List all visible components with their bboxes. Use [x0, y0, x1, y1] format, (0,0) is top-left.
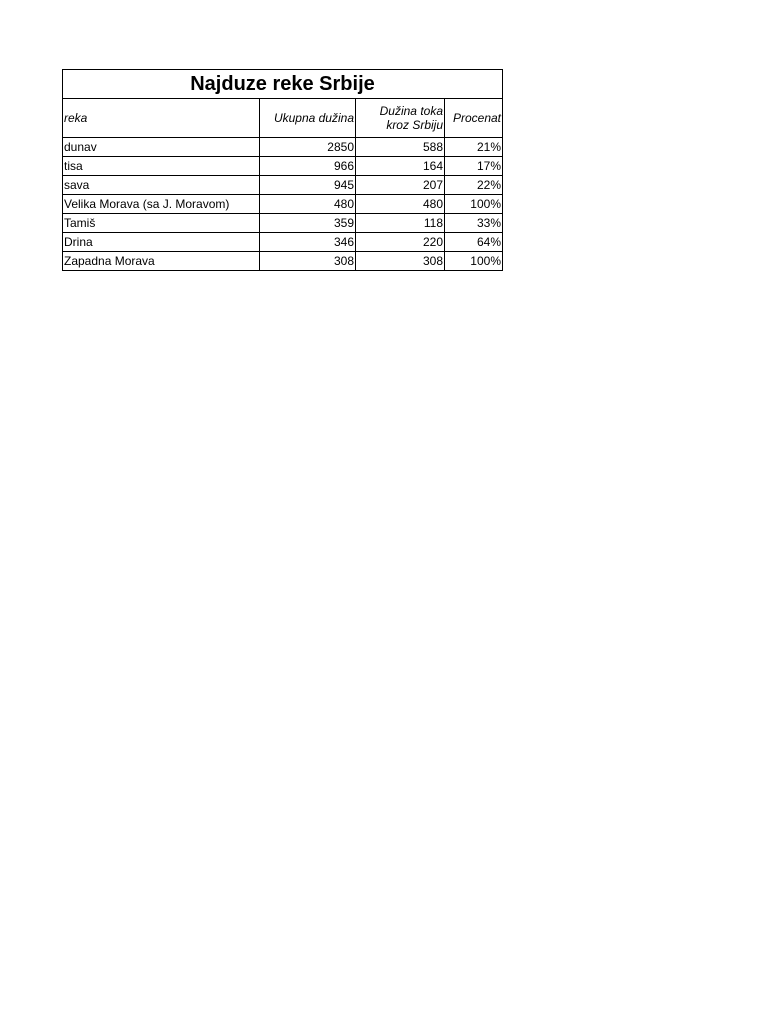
- cell-percent[interactable]: 100%: [445, 195, 503, 214]
- table-title[interactable]: Najduze reke Srbije: [63, 70, 503, 99]
- cell-serbia-length[interactable]: 480: [356, 195, 445, 214]
- cell-serbia-length[interactable]: 220: [356, 233, 445, 252]
- cell-total-length[interactable]: 2850: [260, 138, 356, 157]
- cell-serbia-length[interactable]: 308: [356, 252, 445, 271]
- table-row: [63, 214, 503, 233]
- cell-river[interactable]: tisa: [63, 157, 260, 176]
- cell-river[interactable]: Zapadna Morava: [63, 252, 260, 271]
- cell-total-length[interactable]: 308: [260, 252, 356, 271]
- cell-percent[interactable]: 33%: [445, 214, 503, 233]
- header-row: [63, 99, 503, 138]
- header-percent[interactable]: Procenat: [445, 99, 503, 138]
- cell-river[interactable]: dunav: [63, 138, 260, 157]
- cell-percent[interactable]: 22%: [445, 176, 503, 195]
- cell-river[interactable]: Drina: [63, 233, 260, 252]
- cell-total-length[interactable]: 945: [260, 176, 356, 195]
- header-total-length[interactable]: Ukupna dužina: [260, 99, 356, 138]
- table-row: [63, 195, 503, 214]
- cell-total-length[interactable]: 346: [260, 233, 356, 252]
- cell-percent[interactable]: 100%: [445, 252, 503, 271]
- cell-serbia-length[interactable]: 207: [356, 176, 445, 195]
- cell-percent[interactable]: 21%: [445, 138, 503, 157]
- cell-serbia-length[interactable]: 588: [356, 138, 445, 157]
- cell-percent[interactable]: 17%: [445, 157, 503, 176]
- cell-river[interactable]: sava: [63, 176, 260, 195]
- header-river[interactable]: reka: [63, 99, 260, 138]
- cell-total-length[interactable]: 480: [260, 195, 356, 214]
- table-row: [63, 176, 503, 195]
- cell-percent[interactable]: 64%: [445, 233, 503, 252]
- table-row: [63, 252, 503, 271]
- cell-total-length[interactable]: 966: [260, 157, 356, 176]
- table-row: [63, 233, 503, 252]
- cell-serbia-length[interactable]: 164: [356, 157, 445, 176]
- cell-serbia-length[interactable]: 118: [356, 214, 445, 233]
- rivers-table: [62, 69, 503, 271]
- cell-river[interactable]: Velika Morava (sa J. Moravom): [63, 195, 260, 214]
- title-row: [63, 70, 503, 99]
- cell-total-length[interactable]: 359: [260, 214, 356, 233]
- cell-river[interactable]: Tamiš: [63, 214, 260, 233]
- table-row: [63, 138, 503, 157]
- header-serbia-length[interactable]: Dužina toka kroz Srbiju: [356, 99, 445, 138]
- table-row: [63, 157, 503, 176]
